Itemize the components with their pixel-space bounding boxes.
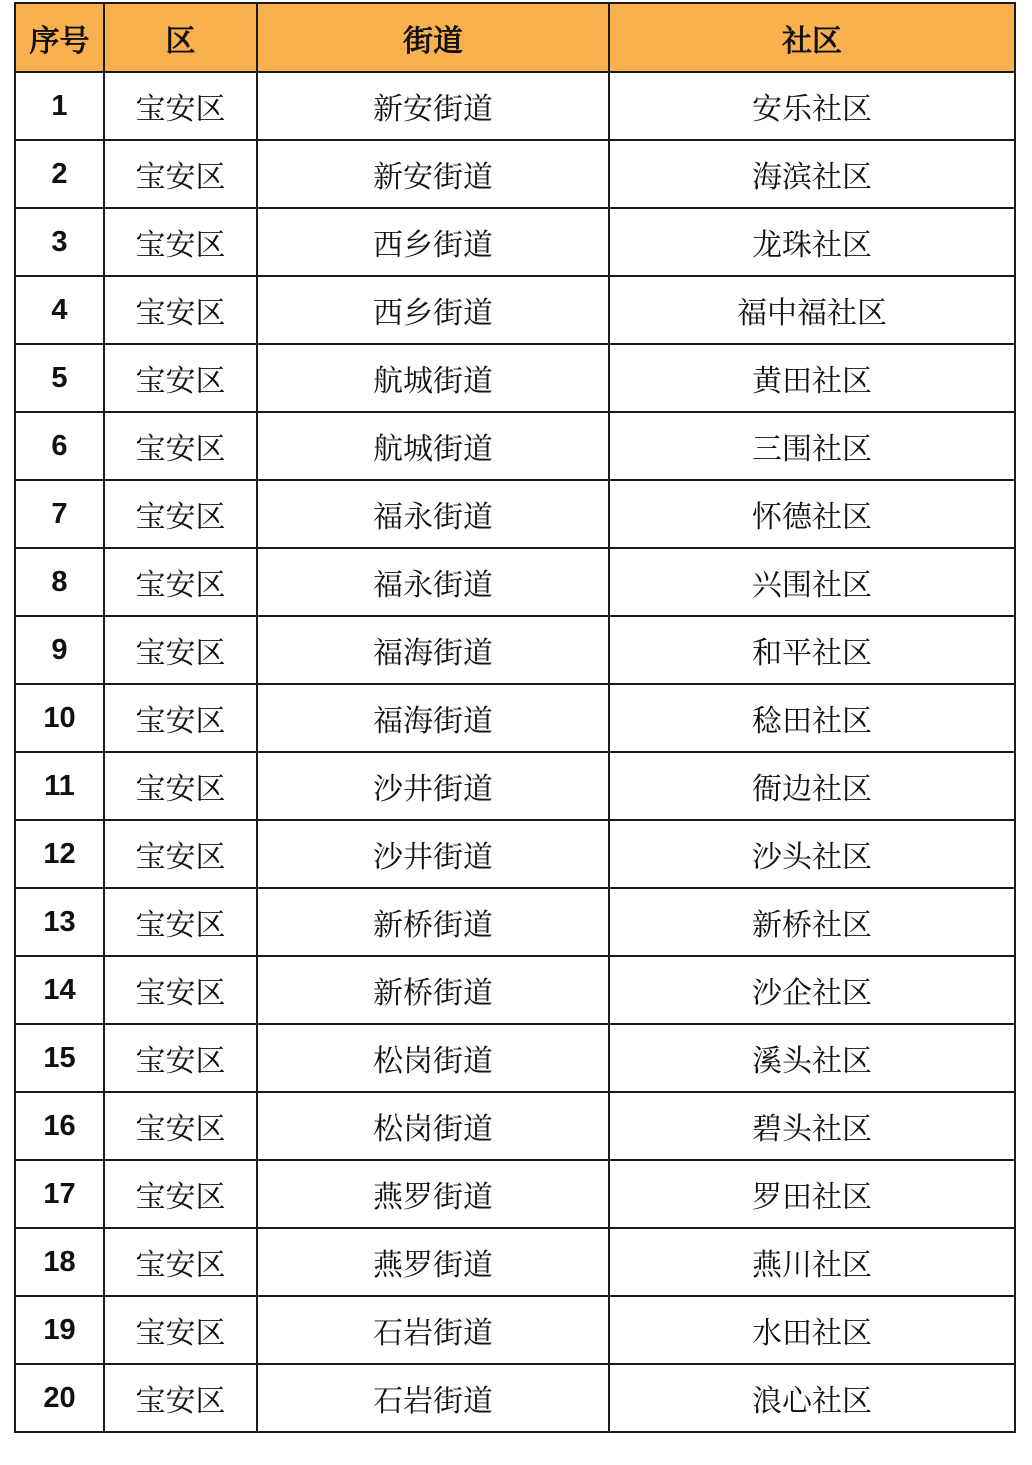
row-district-cell: 宝安区 — [104, 208, 257, 276]
row-index-cell: 13 — [15, 888, 104, 956]
table-header-row — [15, 3, 1015, 72]
header-street: 街道 — [257, 3, 609, 72]
table-row — [15, 480, 1015, 548]
row-index-cell: 11 — [15, 752, 104, 820]
row-street-cell: 航城街道 — [257, 412, 609, 480]
row-street-cell: 石岩街道 — [257, 1296, 609, 1364]
row-street-cell: 松岗街道 — [257, 1024, 609, 1092]
row-community-cell: 罗田社区 — [609, 1160, 1015, 1228]
row-street-cell: 新桥街道 — [257, 956, 609, 1024]
row-district-cell: 宝安区 — [104, 480, 257, 548]
row-district-cell: 宝安区 — [104, 140, 257, 208]
row-street-cell: 航城街道 — [257, 344, 609, 412]
row-community-cell: 燕川社区 — [609, 1228, 1015, 1296]
community-table — [14, 2, 1016, 1433]
row-street-cell: 松岗街道 — [257, 1092, 609, 1160]
row-district-cell: 宝安区 — [104, 888, 257, 956]
table-row — [15, 1296, 1015, 1364]
row-community-cell: 新桥社区 — [609, 888, 1015, 956]
row-community-cell: 溪头社区 — [609, 1024, 1015, 1092]
header-index: 序号 — [15, 3, 104, 72]
row-community-cell: 福中福社区 — [609, 276, 1015, 344]
row-street-cell: 西乡街道 — [257, 276, 609, 344]
row-district-cell: 宝安区 — [104, 276, 257, 344]
table-row — [15, 616, 1015, 684]
row-street-cell: 新桥街道 — [257, 888, 609, 956]
row-district-cell: 宝安区 — [104, 1024, 257, 1092]
row-index-cell: 3 — [15, 208, 104, 276]
table-row — [15, 888, 1015, 956]
row-street-cell: 燕罗街道 — [257, 1160, 609, 1228]
table-row — [15, 276, 1015, 344]
row-index-cell: 7 — [15, 480, 104, 548]
row-district-cell: 宝安区 — [104, 956, 257, 1024]
row-index-cell: 20 — [15, 1364, 104, 1432]
table-row — [15, 1364, 1015, 1432]
row-index-cell: 14 — [15, 956, 104, 1024]
row-street-cell: 新安街道 — [257, 140, 609, 208]
header-district: 区 — [104, 3, 257, 72]
row-community-cell: 海滨社区 — [609, 140, 1015, 208]
row-community-cell: 衙边社区 — [609, 752, 1015, 820]
row-community-cell: 碧头社区 — [609, 1092, 1015, 1160]
table-row — [15, 344, 1015, 412]
row-index-cell: 2 — [15, 140, 104, 208]
table-row — [15, 140, 1015, 208]
header-community: 社区 — [609, 3, 1015, 72]
table-row — [15, 684, 1015, 752]
row-community-cell: 龙珠社区 — [609, 208, 1015, 276]
row-index-cell: 17 — [15, 1160, 104, 1228]
row-index-cell: 9 — [15, 616, 104, 684]
row-index-cell: 12 — [15, 820, 104, 888]
row-street-cell: 福永街道 — [257, 480, 609, 548]
table-row — [15, 208, 1015, 276]
row-district-cell: 宝安区 — [104, 1228, 257, 1296]
table-row — [15, 412, 1015, 480]
row-street-cell: 福永街道 — [257, 548, 609, 616]
row-district-cell: 宝安区 — [104, 1092, 257, 1160]
row-community-cell: 兴围社区 — [609, 548, 1015, 616]
row-index-cell: 4 — [15, 276, 104, 344]
row-street-cell: 燕罗街道 — [257, 1228, 609, 1296]
row-index-cell: 19 — [15, 1296, 104, 1364]
table-row — [15, 1228, 1015, 1296]
row-community-cell: 和平社区 — [609, 616, 1015, 684]
table-row — [15, 1092, 1015, 1160]
row-district-cell: 宝安区 — [104, 684, 257, 752]
row-community-cell: 水田社区 — [609, 1296, 1015, 1364]
table-row — [15, 752, 1015, 820]
row-district-cell: 宝安区 — [104, 412, 257, 480]
table-row — [15, 820, 1015, 888]
row-district-cell: 宝安区 — [104, 72, 257, 140]
row-district-cell: 宝安区 — [104, 1296, 257, 1364]
row-street-cell: 沙井街道 — [257, 752, 609, 820]
row-index-cell: 16 — [15, 1092, 104, 1160]
row-district-cell: 宝安区 — [104, 344, 257, 412]
row-street-cell: 西乡街道 — [257, 208, 609, 276]
row-community-cell: 三围社区 — [609, 412, 1015, 480]
row-index-cell: 6 — [15, 412, 104, 480]
row-district-cell: 宝安区 — [104, 1160, 257, 1228]
row-community-cell: 怀德社区 — [609, 480, 1015, 548]
row-street-cell: 福海街道 — [257, 684, 609, 752]
row-street-cell: 新安街道 — [257, 72, 609, 140]
table-row — [15, 548, 1015, 616]
row-index-cell: 18 — [15, 1228, 104, 1296]
row-community-cell: 安乐社区 — [609, 72, 1015, 140]
row-community-cell: 浪心社区 — [609, 1364, 1015, 1432]
table-row — [15, 1024, 1015, 1092]
row-district-cell: 宝安区 — [104, 1364, 257, 1432]
row-district-cell: 宝安区 — [104, 820, 257, 888]
row-street-cell: 石岩街道 — [257, 1364, 609, 1432]
row-index-cell: 10 — [15, 684, 104, 752]
row-community-cell: 沙头社区 — [609, 820, 1015, 888]
row-community-cell: 沙企社区 — [609, 956, 1015, 1024]
row-district-cell: 宝安区 — [104, 548, 257, 616]
row-district-cell: 宝安区 — [104, 616, 257, 684]
table-row — [15, 1160, 1015, 1228]
table-body — [15, 72, 1015, 1432]
table-row — [15, 956, 1015, 1024]
row-district-cell: 宝安区 — [104, 752, 257, 820]
row-street-cell: 沙井街道 — [257, 820, 609, 888]
row-community-cell: 黄田社区 — [609, 344, 1015, 412]
row-index-cell: 15 — [15, 1024, 104, 1092]
row-index-cell: 5 — [15, 344, 104, 412]
table-row — [15, 72, 1015, 140]
row-community-cell: 稔田社区 — [609, 684, 1015, 752]
row-index-cell: 8 — [15, 548, 104, 616]
row-street-cell: 福海街道 — [257, 616, 609, 684]
row-index-cell: 1 — [15, 72, 104, 140]
